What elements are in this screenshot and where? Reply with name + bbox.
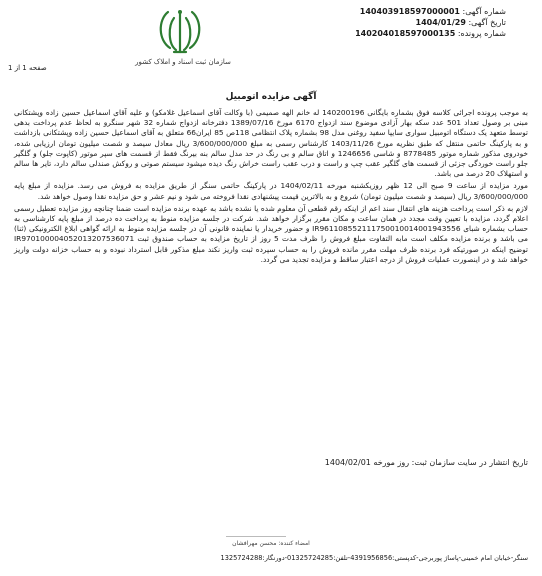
paragraph: مورد مزایده از ساعت 9 صبح الی 12 ظهر روزیکشنبه مورخه 1404/02/11 در پارکینگ حاتمی سنگر از طریق مزایده به فروش می رسد. مزایده از مبلغ پایه 3/600/000/000 ریال (سیصد و شصت میلیون تومان) شروع و به بالاترین قیمت پیشنهادی نقدا فروخته می شود و نیم عشر و حق مزایده نقدا وصول خواهد شد. <box>14 181 528 201</box>
notice-date-label: تاریخ آگهی: <box>468 18 506 27</box>
notice-title: آگهی مزایده اتومبیل <box>225 92 317 102</box>
page-number: صفحه 1 از 1 <box>8 64 47 72</box>
file-number: 140204018597000135 <box>355 29 456 38</box>
signature-line <box>226 536 286 537</box>
notice-date: 1404/01/29 <box>415 18 466 27</box>
file-number-label: شماره پرونده: <box>457 29 506 38</box>
notice-number-label: شماره آگهی: <box>462 7 506 16</box>
footer-address: سنگر-خیابان امام خمینی-پاساژ پوربرجی-کدپستی:4391956856-تلفن:01325724285-دورنگار:1325724288 <box>220 554 528 562</box>
file-number-row <box>276 28 506 39</box>
paragraph: به موجب پرونده اجرائی کلاسه فوق بشماره بایگانی 140200196 له خانم الهه صمیمی (با وکالت آقای اسماعیل غلامکو) و علیه آقای اسماعیل حسین زاده وپشتکانی مبنی بر وصول تعداد 501 عدد سکه بهار آزادی موضوع سند ازدواج 6170 مورخ 1389/07/16 دفترخانه ازدواج شماره 32 شهر سنگرو به لحاظ عدم پرداخت بدهی توسط متعهد یک دستگاه اتومبیل سواری سایپا سفید روغنی مدل 98 بشماره پلاک انتظامی 118ص 85 ایران66 متعلق به آقای اسماعیل حسین زاده وپشتکانی بازداشت و به پارکینگ حاتمی منتقل که طبق نظریه مورخ 1403/11/26 کارشناس رسمی به مبلغ 3/600/000/000 ریال معادل سیصد و شصت میلیون تومان ارزیابی شده، خودروی مذکور شماره موتور 8778485 و شاسی 1246656 و اتاق سالم و بی رنگ در حد مدل سالم بنه بیرنگ فقط از قسمت های سپر موتور (کاپوت جلو) و گلگیر جلو راست خوردگی جزئی از قسمت های گلگیر عقب چپ و راست و درب عقب راست خراش رنگ دیده میشود سیستم صوتی و روکش صندلی سالم دارد، تایر ها سالم و استهلاک 20 درصد می باشد. <box>14 108 528 179</box>
notice-body <box>14 108 528 267</box>
notice-number-row <box>276 6 506 17</box>
iran-emblem-icon <box>152 6 208 58</box>
notice-date-row <box>276 17 506 28</box>
notice-meta <box>276 6 506 39</box>
org-name: سازمان ثبت اسناد و املاک کشور <box>135 58 231 66</box>
signature: امضاء کننده: محسن مهرافشان <box>232 540 310 547</box>
paragraph: لازم به ذکر است پرداخت هزینه های انتقال سند اعم از اینکه رقم قطعی آن معلوم شده یا نشده باشد به عهده برنده مزایده است ضمنا چنانچه روز مزایده تعطیل رسمی اعلام گردد، مزایده با تعیین وقت مجدد در همان ساعت و مکان مقرر برگزار خواهد شد. شرکت در جلسه مزایده منوط به پرداخت ده درصد از مبلغ پایه کارشناسی به حساب بشماره شبای IR961108552111750010014001943556 و حضور خریدار یا نماینده قانونی آن در جلسه مزایده منوط به ارائه گواهی ابلاغ الکترونیکی (ثنا) می باشد و برنده مزایده مکلف است مابه التفاوت مبلغ فروش را ظرف مدت 5 روز از تاریخ مزایده به حساب صندوق ثبت IR970100004052013207536071 توضیح اینکه در صورتیکه فرد برنده ظرف مهلت مقرر مانده فروش را به حساب سپرده ثبت واریز نکند مبلغ مذکور قابل استرداد نبوده و به حساب خزانه دولت واریز خواهد شد و در اینصورت عملیات فروش از درجه اعتبار ساقط و مزایده تجدید می گردد. <box>14 203 528 264</box>
notice-number: 140403918597000001 <box>359 7 460 16</box>
publication-date: تاریخ انتشار در سایت سازمان ثبت: روز مورخه 1404/02/01 <box>324 458 528 467</box>
